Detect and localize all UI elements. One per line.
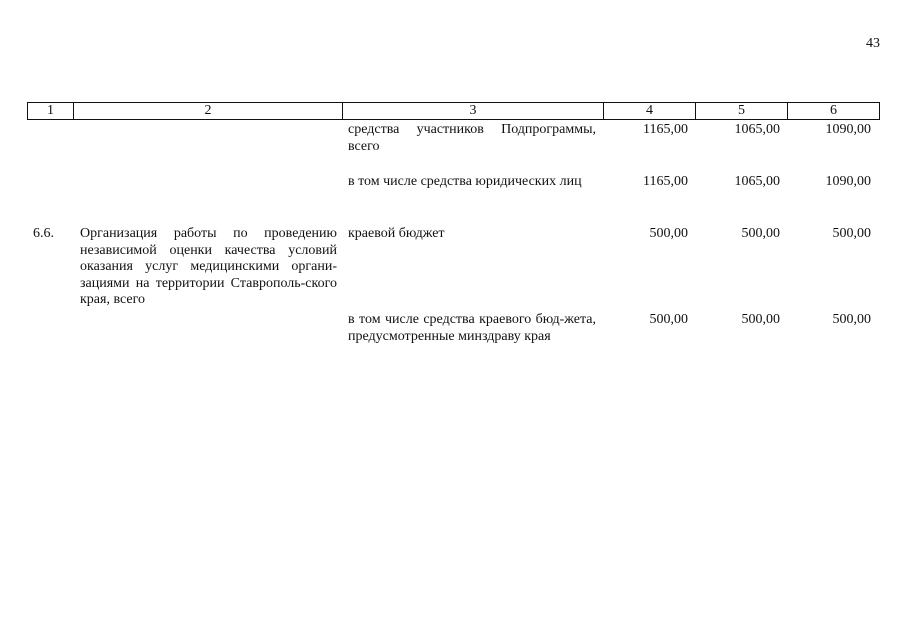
row-4-value-4: 500,00 <box>649 312 688 327</box>
row-1-source: средства участников Подпрограммы, всего <box>348 122 596 154</box>
column-header-4: 4 <box>604 103 696 120</box>
row-2-value-4: 1165,00 <box>643 174 688 189</box>
row-3-source: краевой бюджет <box>348 226 445 241</box>
row-4-value-5: 500,00 <box>741 312 780 327</box>
row-3-value-4: 500,00 <box>649 226 688 241</box>
row-4-source: в том числе средства краевого бюд-жета, предусмотренные минздраву края <box>348 312 596 344</box>
row-2-value-6: 1090,00 <box>825 174 871 189</box>
row-3-title: Организация работы по проведению независимой оценки качества условий оказания услуг медицинскими органи-зациями на территории Ставрополь-ского края, всего <box>80 226 337 307</box>
page-number: 43 <box>866 36 880 51</box>
row-2-value-5: 1065,00 <box>734 174 780 189</box>
row-3-code: 6.6. <box>33 226 54 241</box>
column-header-2: 2 <box>74 103 343 120</box>
row-1-value-5: 1065,00 <box>734 122 780 137</box>
column-header-table <box>27 102 880 120</box>
column-header-3: 3 <box>343 103 604 120</box>
row-3-value-6: 500,00 <box>832 226 871 241</box>
column-header-row <box>28 103 880 120</box>
column-header-6: 6 <box>788 103 880 120</box>
row-2-source: в том числе средства юридических лиц <box>348 174 582 189</box>
row-4-value-6: 500,00 <box>832 312 871 327</box>
row-1-value-6: 1090,00 <box>825 122 871 137</box>
row-1-value-4: 1165,00 <box>643 122 688 137</box>
column-header-5: 5 <box>696 103 788 120</box>
row-3-value-5: 500,00 <box>741 226 780 241</box>
column-header-1: 1 <box>28 103 74 120</box>
